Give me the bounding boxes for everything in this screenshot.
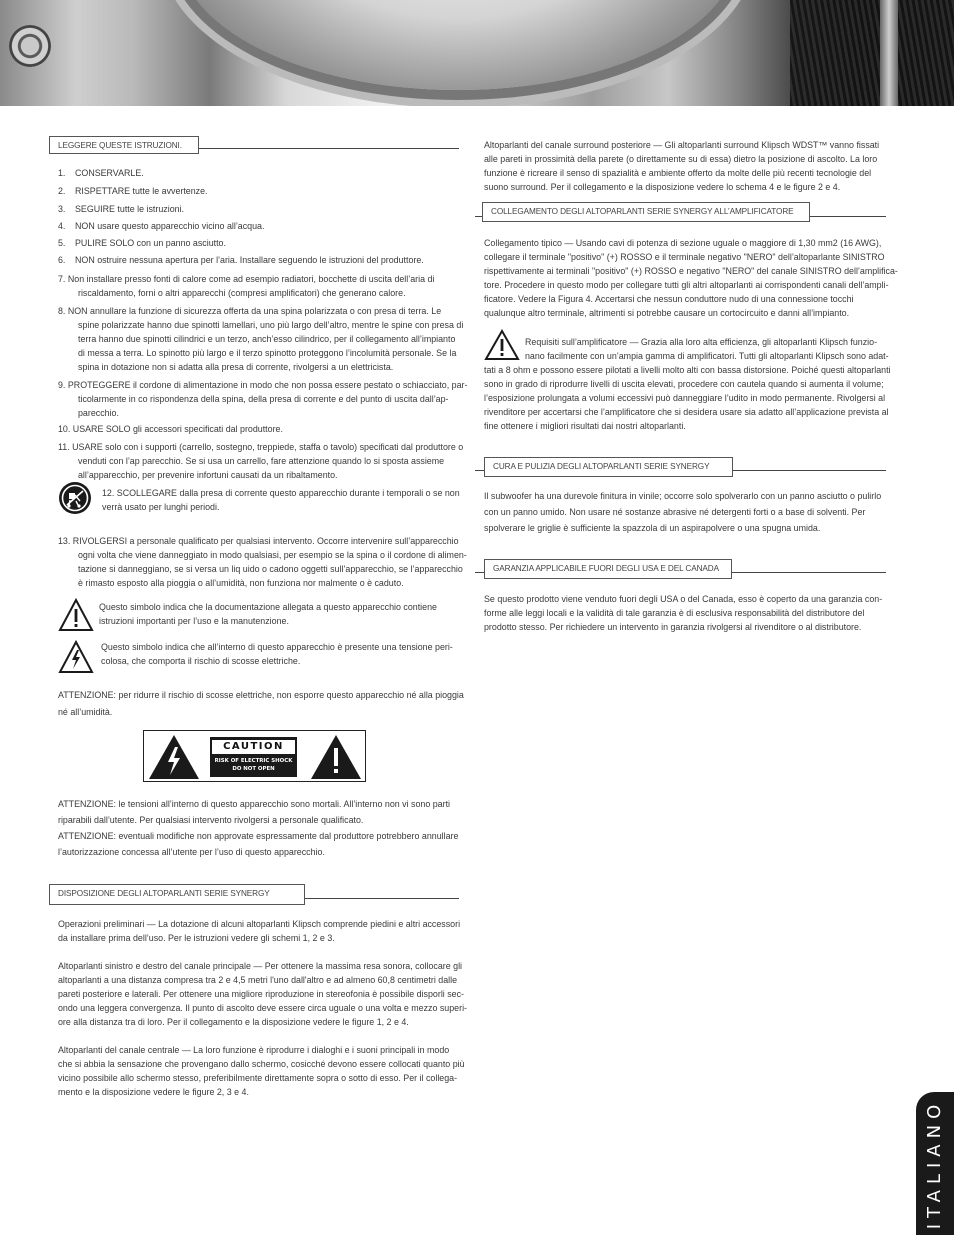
paragraph-line: che si abbia la sensazione che provengano dallo schermo, cosicché devono essere collocati quanto più <box>58 1059 465 1069</box>
list-item-9-line: parecchio. <box>78 408 119 418</box>
paragraph-line: Altoparlanti del canale centrale — La loro funzione è riprodurre i dialoghi e i suoni principali in modo <box>58 1045 450 1055</box>
list-item-9-line: 9. PROTEGGERE il cordone di alimentazione in modo che non possa essere pestato o schiacciato, par- <box>58 380 468 390</box>
lightning-triangle-icon <box>58 640 94 674</box>
list-item-7-line2: riscaldamento, forni o altri apparecchi (compresi amplificatori) che generano calore. <box>78 288 406 298</box>
paragraph-line: nano facilmente con un’ampia gamma di amplificatori. Tutti gli altoparlanti Klipsch sono adat- <box>525 351 889 361</box>
caution-subtitle-1: RISK OF ELECTRIC SHOCK <box>214 758 293 764</box>
list-item-10: 10. USARE SOLO gli accessori specificati dal produttore. <box>58 424 283 434</box>
paragraph-line: forme alle leggi locali e la validità di tale garanzia è di esclusiva responsabilità del distributore del <box>484 608 865 618</box>
section-heading-placement <box>49 884 459 902</box>
heading-label: CURA E PULIZIA DEGLI ALTOPARLANTI SERIE SYNERGY <box>484 457 733 477</box>
exclamation-triangle-icon <box>58 598 94 632</box>
paragraph-line: vicino possibile allo schermo stesso, preferibilmente direttamente sopra o sotto di esso. Per il collega- <box>58 1073 458 1083</box>
paragraph-line: suono surround. Per il collegamento e la disposizione vedere lo schema 4 e le figure 2 e 4. <box>484 182 841 192</box>
caution-center-panel <box>210 737 297 777</box>
paragraph-line: tore. Procedere in questo modo per collegare tutti gli altri altoparlanti ai corrispondenti canali dell’ampli- <box>484 280 889 290</box>
section-heading-care <box>475 457 886 475</box>
attention-line: ATTENZIONE: per ridurre il rischio di scosse elettriche, non esporre questo apparecchio né alla pioggia <box>58 690 464 700</box>
caution-subtitle-2: DO NOT OPEN <box>232 766 275 772</box>
paragraph-line: Il subwoofer ha una durevole finitura in vinile; occorre solo spolverarlo con un panno asciutto o pulirlo <box>484 491 882 501</box>
heading-label: COLLEGAMENTO DEGLI ALTOPARLANTI SERIE SYNERGY ALL’AMPLIFICATORE <box>482 202 810 222</box>
caution-title: CAUTION <box>212 740 295 754</box>
symbol-explanation-line: Questo simbolo indica che all’interno di questo apparecchio è presente una tensione peri- <box>101 642 453 652</box>
paragraph-line: Operazioni preliminari — La dotazione di alcuni altoparlanti Klipsch comprende piedini e altri accessori <box>58 919 461 929</box>
list-item-8-line: spina in dotazione non si adatta alla presa di corrente, rivolgersi a un elettricista. <box>78 362 394 372</box>
list-item-9-line: ticolarmente in co rispondenza della spina, della presa di corrente e del punto di uscita dall’ap- <box>78 394 449 404</box>
heading-label: LEGGERE QUESTE ISTRUZIONI. <box>49 136 199 154</box>
exclamation-triangle-icon <box>484 329 520 361</box>
symbol-explanation-line: istruzioni importanti per l’uso e la manutenzione. <box>99 616 289 626</box>
caution-label <box>143 730 366 782</box>
lightning-triangle-icon <box>148 734 200 780</box>
heading-label: GARANZIA APPLICABILE FUORI DEGLI USA E DEL CANADA <box>484 559 732 579</box>
paragraph-line: da installare prima dell’uso. Per le istruzioni vedere gli schemi 1, 2 e 3. <box>58 933 335 943</box>
exclamation-triangle-icon <box>310 734 362 780</box>
attention-line: ATTENZIONE: eventuali modifiche non approvate espressamente dal produttore potrebbero annullare <box>58 831 459 841</box>
symbol-explanation-line: Questo simbolo indica che la documentazione allegata a questo apparecchio contiene <box>99 602 437 612</box>
list-item-7-line1: 7. Non installare presso fonti di calore come ad esempio radiatori, bocchette di uscita dell’aria di <box>58 274 435 284</box>
section-heading-warranty <box>475 559 886 577</box>
paragraph-line: tati a 8 ohm e possono essere pilotati a livelli molto alti con bassa distorsione. Poiché questi altoparlanti <box>484 365 891 375</box>
paragraph-line: pareti posteriore e laterali. Per ottenere una migliore riproduzione in stereofonia è possibile disporli sec- <box>58 989 465 999</box>
paragraph-line: prodotto stesso. Per richiedere un intervento in garanzia rivolgersi al rivenditore o al distributore. <box>484 622 862 632</box>
list-item-12-line: 12. SCOLLEGARE dalla presa di corrente questo apparecchio durante i temporali o se non <box>102 488 460 498</box>
language-tab-label: ITALIANO <box>924 1098 945 1229</box>
list-item-8-line: 8. NON annullare la funzione di sicurezza offerta da una spina polarizzata o con presa di terra. Le <box>58 306 442 316</box>
paragraph-line: rispettivamente ai terminali "positivo" (+) ROSSO e negativo "NERO" del canale SINISTRO dell’amplifica- <box>484 266 898 276</box>
attention-line: ATTENZIONE: le tensioni all’interno di questo apparecchio sono mortali. All’interno non vi sono parti <box>58 799 451 809</box>
paragraph-line: Requisiti sull’amplificatore — Grazia alla loro alta efficienza, gli altoparlanti Klipsch funzio- <box>525 337 878 347</box>
paragraph-line: ficatore. Vedere la Figura 4. Accertarsi che nessun conduttore nudo di una connessione tocchi <box>484 294 854 304</box>
list-item-8-line: terra hanno due spinotti cilindrici e un terzo, anch’esso cilindrico, per il collegamento all’impianto <box>78 334 456 344</box>
symbol-explanation-line: colosa, che comporta il rischio di scosse elettriche. <box>101 656 301 666</box>
paragraph-line: Se questo prodotto viene venduto fuori degli USA o del Canada, esso è coperto da una garanzia con- <box>484 594 883 604</box>
speaker-grille-image <box>790 0 954 106</box>
paragraph-line: con un panno umido. Non usare né sostanze abrasive né detergenti forti o a base di solventi. Per <box>484 507 866 517</box>
language-tab <box>916 1092 954 1235</box>
attention-line: l’autorizzazione concessa all’utente per l’uso di questo apparecchio. <box>58 847 325 857</box>
list-item-13-line: 13. RIVOLGERSI a personale qualificato per qualsiasi intervento. Occorre intervenire sull’apparecchio <box>58 536 459 546</box>
header-photo-banner <box>0 0 954 106</box>
paragraph-line: l’esposizione prolungata a volumi eccessivi può danneggiare l’udito in modo permanente. Rivolgersi al <box>484 393 886 403</box>
paragraph-line: ore alla distanza tra di loro. Per il collegamento e la disposizione vedere le figure 1, 2 e 4. <box>58 1017 409 1027</box>
speaker-cone-image <box>178 0 738 90</box>
list-item-11-line: 11. USARE solo con i supporti (carrello, sostegno, treppiede, staffa o tavolo) specificati dal produttore o <box>58 442 464 452</box>
section-heading-amplifier-connection <box>475 202 886 220</box>
speaker-ring-image <box>9 25 51 67</box>
paragraph-line: collegare il terminale "positivo" (+) ROSSO e il terminale negativo "NERO" dell’altoparlante SINISTRO <box>484 252 885 262</box>
paragraph-line: mento e la disposizione vedere le figure 2, 3 e 4. <box>58 1087 249 1097</box>
list-item-11-line: venduti con l’ap parecchio. Se si usa un carrello, fare attenzione quando lo si sposta assieme <box>78 456 445 466</box>
attention-line: né all’umidità. <box>58 707 113 717</box>
list-item-8-line: di messa a terra. Lo spinotto più largo e il terzo spinotto proteggono l’incolumità personale. Se la <box>78 348 457 358</box>
heading-label: DISPOSIZIONE DEGLI ALTOPARLANTI SERIE SYNERGY <box>49 884 305 905</box>
paragraph-line: spolverare le griglie è sufficiente la spazzola di un aspirapolvere o una spugna umida. <box>484 523 821 533</box>
list-item-8-line: spine polarizzate hanno due spinotti lamellari, uno più largo dell’altro, mentre le spine con presa di <box>78 320 464 330</box>
list-item-13-line: ogni volta che viene danneggiato in modo qualsiasi, per esempio se la spina o il cordone di alimen- <box>78 550 467 560</box>
cart-tipover-warning-icon <box>58 481 92 515</box>
attention-line: riparabili dall’utente. Per qualsiasi intervento rivolgersi a personale qualificato. <box>58 815 364 825</box>
paragraph-line: altoparlanti a una distanza compresa tra 2 e 4,5 metri l'uno dall'altro e ad almeno 60,8 centimetri dalle <box>58 975 458 985</box>
paragraph-line: ondo una leggera convergenza. Il punto di ascolto deve essere circa uguale o una volta e mezzo superi- <box>58 1003 467 1013</box>
paragraph-line: sono in grado di riprodurre livelli di uscita elevati, procedere con cautela quando si aumenta il volume; <box>484 379 884 389</box>
paragraph-line: qualunque altro terminale, altrimenti si potrebbe causare un cortocircuito e danni all’impianto. <box>484 308 850 318</box>
paragraph-line: alle pareti in prossimità della parete (o direttamente su di essa) dietro la posizione di ascolto. La loro <box>484 154 878 164</box>
paragraph-line: Altoparlanti sinistro e destro del canale principale — Per ottenere la massima resa sonora, collocare gli <box>58 961 463 971</box>
paragraph-line: Altoparlanti del canale surround posteriore — Gli altoparlanti surround Klipsch WDST™ vanno fissati <box>484 140 880 150</box>
paragraph-line: Collegamento tipico — Usando cavi di potenza di sezione uguale o maggiore di 1,30 mm2 (16 AWG), <box>484 238 882 248</box>
speaker-edge-image <box>880 0 898 106</box>
paragraph-line: rivenditore per accertarsi che l’amplificatore che si desidera usare sia adatto all’applicazione prevista al <box>484 407 889 417</box>
list-item-13-line: è rimasto esposto alla pioggia o all’umidità, non funziona nor malmente o è caduto. <box>78 578 404 588</box>
section-heading-instructions <box>49 136 459 154</box>
paragraph-line: funzione è ricreare il senso di spazialità e ambiente offerto da molte delle più recenti tecnologie del <box>484 168 872 178</box>
list-item-11-line: all’apparecchio, per prevenire infortuni causati da un ribaltamento. <box>78 470 338 480</box>
list-item-12-line: verrà usato per lunghi periodi. <box>102 502 220 512</box>
list-item-13-line: tazione si danneggiano, se si versa un liq uido o cadono oggetti sull’apparecchio, se l’apparecchio <box>78 564 463 574</box>
paragraph-line: fine ottenere i migliori risultati dai nostri altoparlanti. <box>484 421 686 431</box>
